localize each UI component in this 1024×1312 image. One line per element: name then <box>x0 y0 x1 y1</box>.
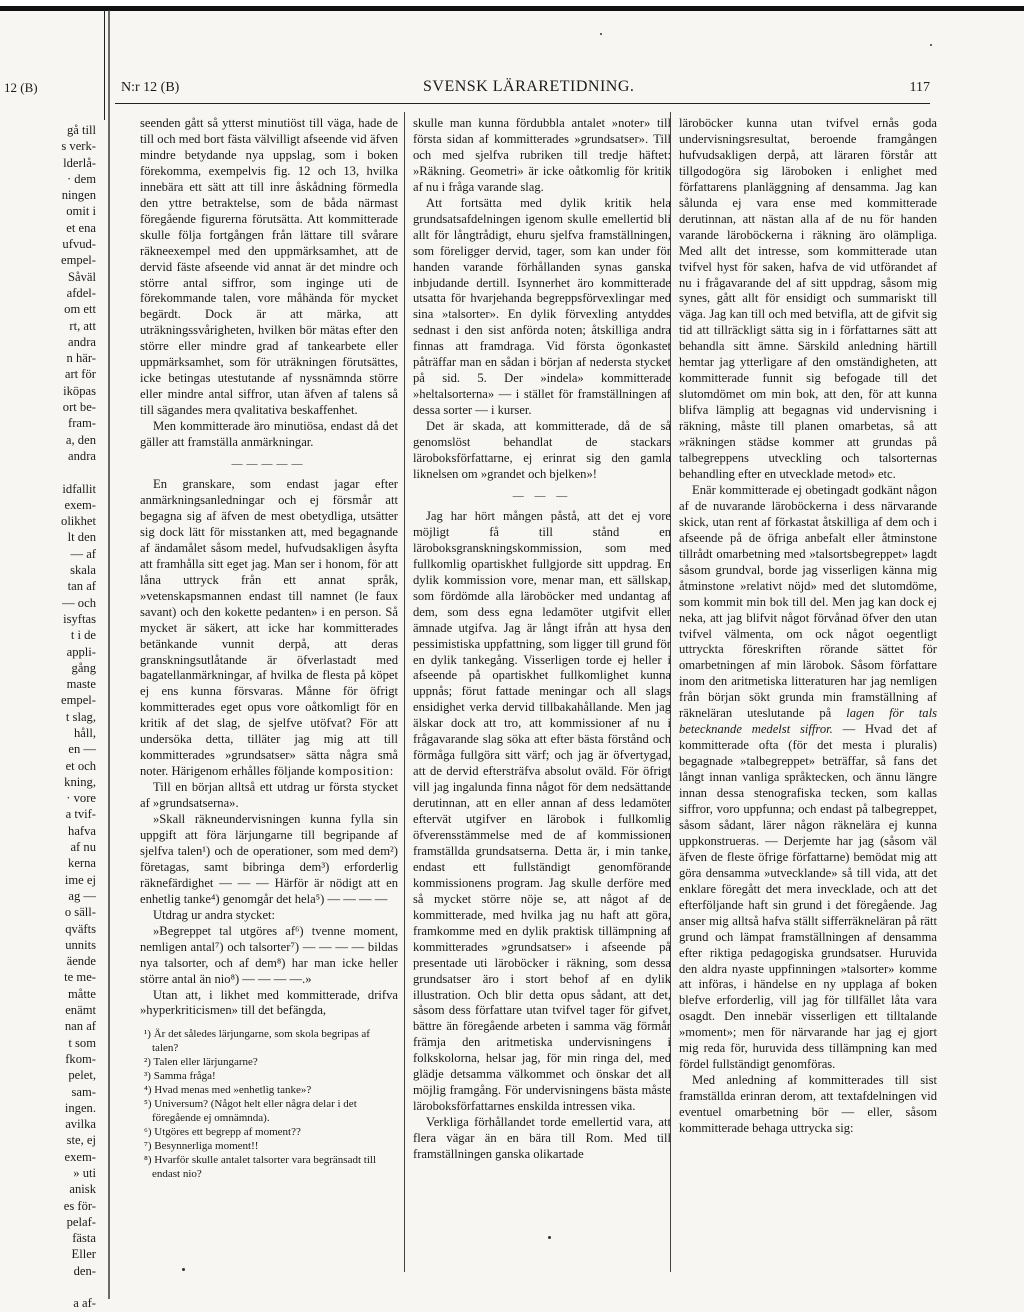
issue-number: N:r 12 (B) <box>121 80 180 95</box>
previous-page-line: exem- <box>64 1149 96 1164</box>
previous-page-line: lt den <box>67 530 96 545</box>
column-divider <box>404 112 405 1272</box>
spaced-word: komposition: <box>318 764 395 779</box>
previous-page-column <box>0 122 96 1311</box>
previous-page-line: s verk- <box>61 139 96 154</box>
paragraph-text: Enär kommitterade ej obetingadt godkänt någon af de nuvarande läroböckerna i dess närvarande skick, utan rent af förkastat åtskilliga af dem och i afseende på de öfriga anbefalt eller åtminstone tillrådt omarbetning med »talsortsbegreppet» lagdt såsom grundval, borde jag visserligen känna mig åtminstone »relativt nöjd» med det slutomdöme, som kommit min bok till del. Men jag kan dock ej neka, att jag blifvit något förvånad öfver den utan tvifvel välmenta, om ock något oegentligt uttryckta föreskriften rörande sättet för omarbetningen af min lärobok. Såsom författare inom den aritmetiska litteraturen har jag nemligen från början sökt grunda min framställning af räkneläran uteslutande på <box>679 482 937 721</box>
text-column-1 <box>140 116 398 1181</box>
previous-page-line: appli- <box>66 644 96 659</box>
paragraph: seenden gått så ytterst minutiöst till väga, hade de till och med bort fästa välvilligt afseende vid äfven mindre betydande nya uppslag, som i boken förekomma, exempelvis fig. 12 och 13, hvilka innebära ett sätt att till inre åskådning förmedla den yttre betraktelse, som de båda närmast föregående figurerna förutsätta. Att kommitterade skulle följa fortgången från lättare till svårare räkneexempel med den uppmärksamhet, att de dervid fäste afseende vid annat är det mindre och större antal siffror, som inginge uti de förekommande talen, vore måhända för mycket begärdt. Dock är att märka, att uträkningssvårigheten, hvilken bör mätas efter den större eller mindre grad af tankearbete eller uppmärksamhet, som för uträkningen förutsättes, icke betingas utestutande af nyssnämnda större eller mindre antal siffror, utan äfven af talens så till sägandes mera qvalitativa beskaffenhet. <box>140 116 398 418</box>
paragraph: läroböcker kunna utan tvifvel ernås goda undervisningsresultat, beroende framgången hufvudsakligen derpå, att läraren förstår att tillgodogöra sig läroboken i enlighet med författarens planläggning af densamma. Jag kan sålunda ej vara ense med kommitterade derutinnan, att nästan alla af de nu för handen varande läroböckerna i räkning äro olämpliga. Med allt det intresse, som kommitterade utan tvifvel hyst för saken, hafva de vid utförandet af nu i frågavarande del af sitt uppdrag, såsom mig synes, gått allt för ensidigt och summariskt till väga. Jag kan till och med betvifla, att de gifvit sig tid att tillräckligt sätta sig in i författarnes sätt att behandla sitt ämne. Särskild anledning härtill hemtar jag ytterligare af den omständigheten, att kommitterade funnit sig befogade till det slutomdömet om min bok, att den, för att kunna blifva lämplig att begagnas vid undervisning i räkning, måste till planen omarbetas, så att »räkningen städse kommer att grundas på talbegreppens utveckling och talsorternas behandling efter en utvecklade metod» etc. <box>679 116 937 481</box>
previous-page-line: o säll- <box>64 905 96 920</box>
paragraph-text: En granskare, som endast jagar efter anmärkningsanledningar och ej försmår att begagna sig af äfven de mest obetydliga, utsätter sig dock lätt för misstanken att, med begagnande af ändamålet såsom medel, hufvudsakligen åsyfta att framhålla sitt eget jag. Man ser i honom, för att låna uttryck från ett annat språk, »vetenskapsmannen endast till namnet (le faux savant) och den kokette pedanten» i en person. Så mycket är säkert, att icke har kommitterades betänkande vunnit derpå, att deras granskningsutlåtande är öfverlastadt med bagatellanmärkningar, af hvilka de flesta på köpet ej ens kunna försvaras. Månne för öfrigt kommitterades eget opus vore oåtkomligt för en kritik af det slag, de sjelfve utöfvat? För att undersöka detta, tilläter jag mig att till kommitterades »grundsatser» sätta några små noter. Härigenom erhålles följande <box>140 477 398 779</box>
previous-page-line: · vore <box>66 791 96 806</box>
previous-page-line: nan af <box>64 1019 96 1034</box>
previous-page-line: a, den <box>65 432 96 447</box>
previous-page-line: t slag, <box>65 709 96 724</box>
footnote: ⁵) Universum? (Något helt eller några delar i det föregående ej omnämnda). <box>144 1098 357 1125</box>
paragraph: Till en början alltså ett utdrag ur första stycket af »grundsatserna». <box>140 780 398 811</box>
previous-page-line: den- <box>73 1263 96 1278</box>
previous-page-line: t som <box>68 1035 96 1050</box>
binding-gutter-mark <box>104 10 105 120</box>
paragraph <box>679 483 937 1073</box>
previous-page-line: fkom- <box>65 1051 96 1066</box>
previous-page-line: ag — <box>68 888 96 903</box>
previous-page-line: om ett <box>64 302 96 317</box>
paragraph: Med anledning af kommitterades till sist framställda erinran derom, att textafdelningen vid eventuel omarbetning bör — eller, såsom kommitterade behaga uttrycka sig: <box>679 1073 937 1136</box>
previous-page-line: rt, att <box>69 318 96 333</box>
previous-page-line: gång <box>71 660 96 675</box>
previous-page-line: håll, <box>73 725 96 740</box>
section-separator: ————— <box>231 458 307 471</box>
previous-page-line: » uti <box>73 1166 96 1180</box>
previous-page-line: omit i <box>66 204 96 219</box>
previous-page-line: maste <box>66 677 96 692</box>
previous-page-line: n här- <box>66 351 96 366</box>
previous-page-line: Såväl <box>68 269 96 284</box>
paragraph: Jag har hört mången påstå, att det ej vore möjligt få till stånd en läroboksgranskningskommission, som med fullkomlig opartiskhet fullgjorde sitt uppdrag. En dylik kommission vore, menar man, ett sällskap, som fördömde alla läroböcker med undantag af dem, som dess egna ledamöter utgifvit eller ämnade utgifva. Jag är långt ifrån att hysa den pessimistiska uppfattning, som ligger till grund för en dylik tankegång. Visserligen torde ej heller i afseende på opartiskhet fullkomlighet kunna uppnås; förut fattade meningar och all slags ensidighet verka dervid tillbakahållande. Men jag älskar dock att tro, att kommissioner af nu i frågavarande slag söka att efter bästa förstånd och förmåga fullgöra sitt värf; och jag är öfvertygad, att de dervid eftersträfva absolut oväld. För öfrigt vill jag ingalunda finna något för dem nedsättande derutinnan, att en eller annan af dess ledamöter eftervät utgifver en lärobok i fullkomlig öfverensstämmelse med de af kommissionen framställda grundsatserna. Detta är, i min tanke, endast ett fullständigt genomförande kommissionens program. Jag skulle derföre med så mycket större nöje se, att något af de kommitterade, med hvilka jag nu haft att göra, framkomme med en dylik praktisk tillämpning af kommitterades »grundsatser» i afseende på presentade uti läroböcker i räkning, som dessa grundsatser äro i stort behof af en dylik illustration. Och blir detta opus sådant, att det, såsom dess författare utan tvifvel tager för gifvet, bättre än föregående arbeten i samma väg förmår främja den aritmetiska undervisningens i folkskolorna, helsar jag, för min ringa del, med glädje detsamma välkommet och önskar det all möjlig framgång. För undervisningens bästa måste läroboksförfattarnes enskilda intressen vika. <box>413 508 671 1114</box>
previous-page-line: en — <box>68 742 96 757</box>
top-border-line <box>0 6 1024 11</box>
previous-page-line: qväfts <box>65 921 96 936</box>
footnote: ⁷) Besynnerliga moment!! <box>144 1140 259 1153</box>
previous-page-line: ime ej <box>64 872 96 887</box>
previous-page-line: et och <box>65 758 96 773</box>
footnote: ³) Samma fråga! <box>144 1070 216 1083</box>
previous-page-line <box>0 1279 96 1295</box>
previous-page-line: skala <box>70 563 96 578</box>
binding-gutter <box>108 10 110 1299</box>
journal-title: SVENSK LÄRARETIDNING. <box>423 78 635 95</box>
previous-page-line: isyftas <box>63 611 96 626</box>
previous-page-line: tan af <box>67 579 96 594</box>
previous-page-header: 12 (B) <box>4 80 38 95</box>
previous-page-line: kerna <box>68 856 96 871</box>
previous-page-line: pelaf- <box>66 1214 96 1229</box>
previous-page-line: pelet, <box>68 1068 96 1083</box>
paragraph: skulle man kunna fördubbla antalet »noter» till första sidan af kommitterades »grundsatser». Till och med sjelfva rubriken till tredje häftet: »Räkning. Geometri» är icke oåtkomlig för kritik af nu i fråga varande slag. <box>413 116 671 194</box>
previous-page-line: anisk <box>69 1182 96 1197</box>
page-number: 117 <box>909 80 930 95</box>
previous-page-line: enämt <box>65 1003 96 1018</box>
previous-page-line: ste, ej <box>66 1133 96 1148</box>
previous-page-line: idfallit <box>62 481 96 496</box>
previous-page-line: a tvif- <box>65 807 96 822</box>
previous-page-line: gå till <box>66 123 96 137</box>
previous-page-line: måtte <box>68 986 96 1001</box>
previous-page-line: te me- <box>64 970 96 985</box>
footnote: ²) Talen eller lärjungarne? <box>144 1056 258 1069</box>
previous-page-line: es för- <box>63 1198 96 1213</box>
previous-page-line: Eller <box>71 1247 96 1262</box>
previous-page-line: art för <box>64 367 96 382</box>
previous-page-line: exem- <box>64 497 96 512</box>
footnote: ⁶) Utgöres ett begrepp af moment?? <box>144 1126 301 1139</box>
previous-page-line: · dem <box>66 171 96 186</box>
paragraph: Det är skada, att kommitterade, då de så genomslöst behandlat de stackars läroboksförfattarne, ej erinrat sig den gamla liknelsen om »grandet och bjelken»! <box>413 419 671 481</box>
section-separator: — — — <box>512 489 572 502</box>
previous-page-line: olikhet <box>61 514 96 529</box>
previous-page-line: — och <box>62 595 96 610</box>
paragraph <box>140 477 398 780</box>
previous-page-line: empel- <box>61 253 96 268</box>
previous-page-line: iköpas <box>63 383 96 398</box>
previous-page-line: a af- <box>73 1296 96 1311</box>
previous-page-line: af nu <box>70 840 96 855</box>
previous-page-line: unnits <box>65 937 96 952</box>
previous-page-line: kning, <box>64 774 96 789</box>
paragraph: Utdrag ur andra stycket: <box>153 907 276 922</box>
paragraph: Men kommitterade äro minutiösa, endast då det gäller att framställa anmärkningar. <box>140 419 398 450</box>
previous-page-line: hafva <box>68 823 96 838</box>
previous-page-line: sam- <box>71 1084 96 1099</box>
previous-page-line: afdel- <box>66 285 96 300</box>
previous-page-line: ort be- <box>62 400 96 415</box>
previous-page-line: avilka <box>65 1117 96 1132</box>
previous-page-line: et ena <box>66 220 96 235</box>
running-header <box>115 78 930 102</box>
text-column-3 <box>679 116 937 1137</box>
previous-page-line: t i de <box>70 628 96 643</box>
previous-page-line: ufvud- <box>62 237 96 252</box>
paragraph: Verkliga förhållandet torde emellertid vara, att flera vägar än en bära till Rom. Med till framställningen ganska olikartade <box>413 1115 671 1162</box>
print-speck <box>548 1236 551 1239</box>
print-speck <box>930 44 932 46</box>
print-speck <box>600 33 602 35</box>
footnote: ⁴) Hvad menas med »enhetlig tanke»? <box>144 1084 312 1097</box>
paragraph-text: — Hvad det af kommitterade ofta (för det mesta i pluralis) begagnade »talbegreppet» beträffar, så fans det långt innan vanliga språktecken, och ännu längre innan dessa stenografiska tecken, som kallas siffror, voro uppfunna; och endast på talbegreppet, såsom sådant, lärer någon räknelära ej kunna uppkonstrueras. — Derjemte har jag (såsom väl äfven de fleste öfrige författarne) bemödat mig att göra densamma »utvecklande» så till vida, att det enklare föregått det mera invecklade, och att det efterföljande haft sin grund i det föregående. Jag anser mig alltså hafva ställt sifferräkneläran på rätt grund och lämpat framställningen af densamma efter riktiga pedagogiska grundsatser. Huruvida den aldra nyaste uppfinningen »talsorter» komme att införas, i händelse en ny upplaga af boken blefve erforderlig, vill jag för tillfället låta vara osagdt. Den innebär visserligen ett tilltalande »moment»; men för närvarande har jag ej gjort mig reda för, huruvida dess tillämpning kan med fördel fullständigt genomföras. <box>679 722 937 1072</box>
previous-page-line: empel- <box>61 693 96 708</box>
paragraph: Att fortsätta med dylik kritik hela grundsatsafdelningen igenom skulle emellertid bli allt för långtrådigt, ehuru sjelfva framställningen, som föreligger dervid, tager, som kan under för handen varande förhållanden synas ganska inbjudande dertill. Isynnerhet äro kommitterade utsatta för hvarjehanda begreppsförvexlingar med sina »talsorter». En dylik förvexling antyddes sednast i den sist anförda noten; åtskilliga andra finnas att framdraga. Vid första ögonkastet påträffar man en sådan i början af nedersta stycket på sid. 5. Der »indela» kommitterade »heltalsorterna» — i stället för framställningen af dessa sorter — i kurser. <box>413 195 671 418</box>
quote-paragraph: »Begreppet tal utgöres af⁶) tvenne moment, nemligen antal⁷) och talsorter⁷) — — — — bildas nya talsorter, och af dem⁸) har man icke heller större antal än nio⁸) — — — —.» <box>140 923 398 986</box>
previous-page-line: ningen <box>61 188 96 203</box>
previous-page-line: andra <box>68 334 96 349</box>
text-column-2 <box>413 116 671 1163</box>
paragraph: Utan att, i likhet med kommitterade, drifva »hyperkriticismen» till det befängda, <box>140 987 398 1018</box>
header-rule <box>115 103 930 104</box>
footnote: ¹) Är det således lärjungarne, som skola begripas af talen? <box>144 1028 370 1055</box>
footnote: ⁸) Hvarför skulle antalet talsorter vara begränsadt till endast nio? <box>144 1154 376 1181</box>
previous-page-line: äende <box>66 954 96 969</box>
italic-phrase: lagen för tals betecknande medelst siffror. <box>679 706 937 737</box>
previous-page-line: lderlå- <box>63 155 96 170</box>
previous-page-line: andra <box>68 448 96 463</box>
quote-paragraph: »Skall räkneundervisningen kunna fylla sin uppgift att föra lärjungarne till begripande af sjelfva talen¹) och de operationer, som med dem²) företagas, samt bibringa dem³) erforderlig räknefärdighet — — — Härför är nödigt att en enhetlig tanke⁴) genomgår det hela⁵) — — — — <box>140 812 398 906</box>
footnotes <box>140 1027 398 1181</box>
previous-page-line: fram- <box>68 416 96 431</box>
previous-page-line <box>0 464 96 480</box>
previous-page-line: — af <box>70 546 96 561</box>
previous-page-line: fästa <box>72 1231 96 1246</box>
previous-page-line: ingen. <box>64 1100 96 1115</box>
print-speck <box>182 1268 185 1271</box>
